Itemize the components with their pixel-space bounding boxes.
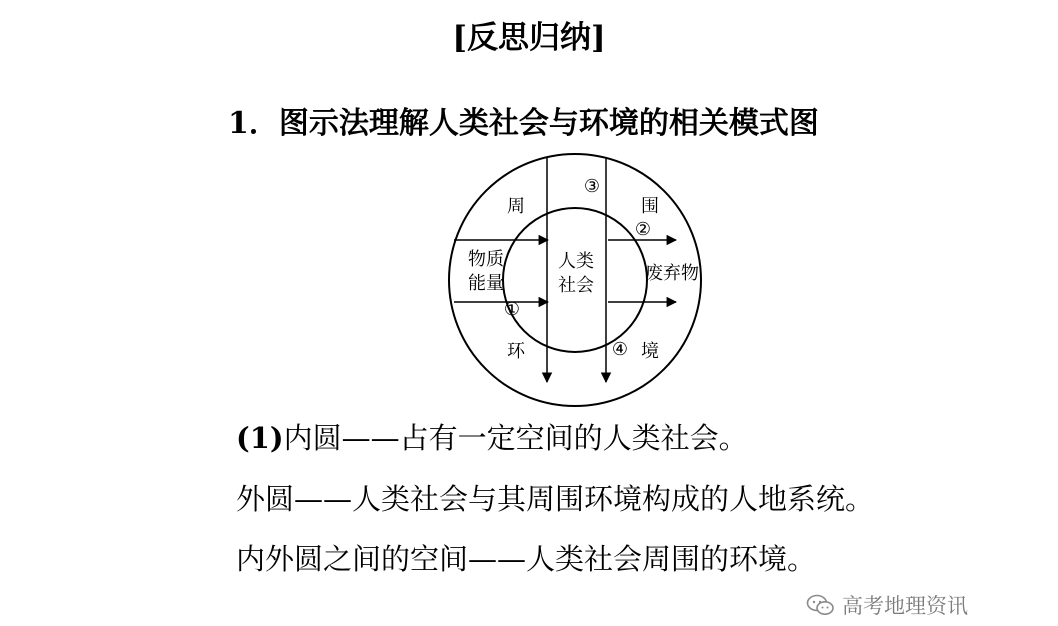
- item-prefix: (1): [236, 421, 284, 455]
- definition-text: 内圆——占有一定空间的人类社会。: [283, 421, 748, 455]
- human-environment-diagram: [440, 152, 710, 408]
- input-label-line1: 物质: [468, 249, 504, 270]
- marker: ①: [503, 299, 521, 320]
- marker: ③: [583, 176, 601, 197]
- outer-ring-char: 周: [507, 196, 525, 217]
- definition-line: [236, 416, 748, 457]
- marker: ②: [634, 219, 652, 240]
- outer-ring-char: 境: [641, 341, 659, 362]
- watermark: [806, 590, 968, 620]
- outer-ring-char: 围: [641, 196, 659, 217]
- output-label: 废弃物: [645, 263, 699, 284]
- wechat-icon: [806, 593, 836, 617]
- inner-label-line2: 社会: [558, 275, 594, 296]
- inner-label-line1: 人类: [558, 251, 594, 272]
- section-title: [反思归纳]: [452, 20, 606, 56]
- marker: ④: [611, 339, 629, 360]
- outer-ring-char: 环: [507, 341, 525, 362]
- definition-text: 内外圆之间的空间——人类社会周围的环境。: [236, 542, 817, 576]
- input-label-line2: 能量: [468, 273, 504, 294]
- item-heading: 1．图示法理解人类社会与环境的相关模式图: [228, 106, 819, 141]
- definition-line: [236, 537, 816, 578]
- definition-text: 外圆——人类社会与其周围环境构成的人地系统。: [236, 482, 875, 516]
- definition-line: [236, 477, 874, 518]
- watermark-text: 高考地理资讯: [842, 594, 968, 618]
